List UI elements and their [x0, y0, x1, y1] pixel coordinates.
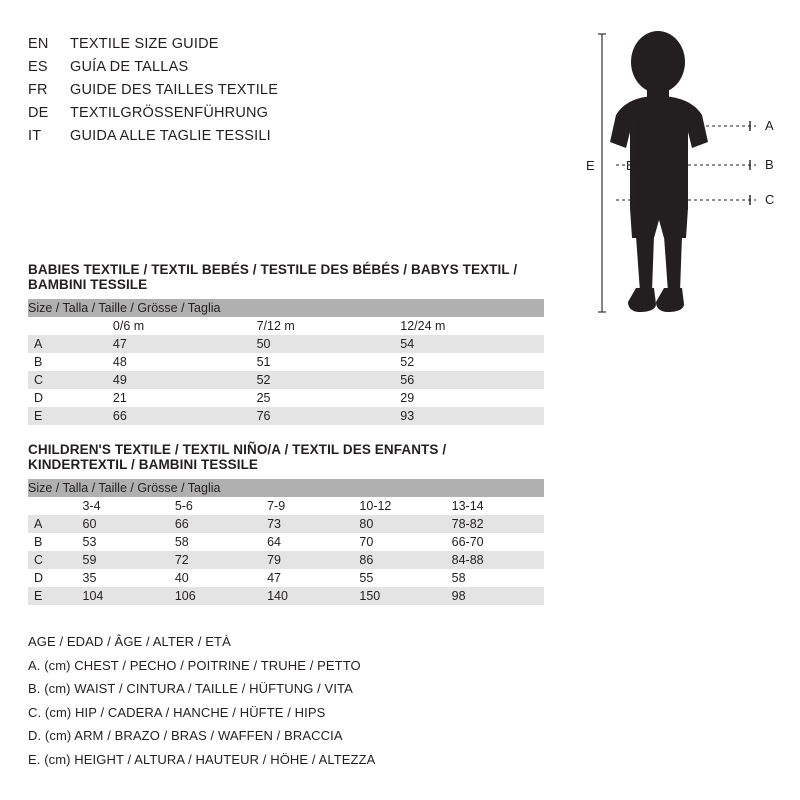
language-code: DE — [28, 105, 49, 121]
table-row — [28, 587, 544, 605]
cell-value: 47 — [113, 335, 257, 353]
legend-item: E. (cm) HEIGHT / ALTURA / HAUTEUR / HÖHE / ALTEZZA — [28, 751, 376, 767]
table-row — [28, 389, 544, 407]
cell-value: 58 — [452, 569, 544, 587]
table-row — [28, 335, 544, 353]
cell-value: 72 — [175, 551, 267, 569]
language-title: TEXTILGRÖSSENFÜHRUNG — [70, 105, 269, 121]
language-code: ES — [28, 59, 48, 75]
cell-value: 47 — [267, 569, 359, 587]
language-row — [28, 82, 458, 105]
cell-value: 104 — [83, 587, 175, 605]
measurement-legend — [28, 630, 548, 771]
cell-value: 58 — [175, 533, 267, 551]
cell-value: 93 — [400, 407, 544, 425]
table-column-row — [28, 317, 544, 335]
table-header-row — [28, 299, 544, 317]
column-header: 3-4 — [83, 497, 175, 515]
figure-label-c: C — [765, 192, 775, 207]
cell-value: 59 — [83, 551, 175, 569]
legend-item: AGE / EDAD / ÂGE / ALTER / ETÀ — [28, 634, 231, 649]
table-row — [28, 407, 544, 425]
table-row — [28, 569, 544, 587]
cell-value: 52 — [257, 371, 401, 389]
row-label: A — [28, 335, 113, 353]
table-row — [28, 371, 544, 389]
cell-value: 73 — [267, 515, 359, 533]
language-row — [28, 105, 458, 128]
table-row — [28, 551, 544, 569]
legend-item: A. (cm) CHEST / PECHO / POITRINE / TRUHE / PETTO — [28, 657, 361, 673]
language-code: IT — [28, 128, 42, 144]
cell-value: 66 — [113, 407, 257, 425]
cell-value: 53 — [83, 533, 175, 551]
row-label: C — [28, 371, 113, 389]
cell-value: 48 — [113, 353, 257, 371]
children-size-table — [28, 479, 544, 605]
row-label: C — [28, 551, 83, 569]
row-label: B — [28, 533, 83, 551]
cell-value: 52 — [400, 353, 544, 371]
cell-value: 66 — [175, 515, 267, 533]
cell-value: 66-70 — [452, 533, 544, 551]
babies-size-table — [28, 299, 544, 425]
cell-value: 80 — [359, 515, 451, 533]
empty-corner-cell — [28, 497, 83, 515]
cell-value: 106 — [175, 587, 267, 605]
cell-value: 54 — [400, 335, 544, 353]
column-header: 12/24 m — [400, 317, 544, 335]
row-label: E — [28, 407, 113, 425]
cell-value: 40 — [175, 569, 267, 587]
child-silhouette-icon — [610, 31, 708, 312]
figure-label-a: A — [765, 118, 774, 133]
cell-value: 50 — [257, 335, 401, 353]
table-header-row — [28, 479, 544, 497]
cell-value: 84-88 — [452, 551, 544, 569]
legend-item: B. (cm) WAIST / CINTURA / TAILLE / HÜFTUNG / VITA — [28, 681, 353, 696]
column-header: 7-9 — [267, 497, 359, 515]
legend-item: D. (cm) ARM / BRAZO / BRAS / WAFFEN / BRACCIA — [28, 728, 343, 743]
cell-value: 25 — [257, 389, 401, 407]
cell-value: 79 — [267, 551, 359, 569]
table-row — [28, 515, 544, 533]
cell-value: 49 — [113, 371, 257, 389]
empty-corner-cell — [28, 317, 113, 335]
table-row — [28, 353, 544, 371]
language-row — [28, 59, 458, 82]
children-size-header: Size / Talla / Taille / Grösse / Taglia — [28, 479, 544, 497]
language-title: TEXTILE SIZE GUIDE — [70, 36, 219, 52]
babies-size-header: Size / Talla / Taille / Grösse / Taglia — [28, 299, 544, 317]
table-row — [28, 533, 544, 551]
column-header: 0/6 m — [113, 317, 257, 335]
cell-value: 55 — [359, 569, 451, 587]
row-label: B — [28, 353, 113, 371]
babies-table-block — [28, 262, 544, 425]
column-header: 7/12 m — [257, 317, 401, 335]
language-title: GUÍA DE TALLAS — [70, 59, 189, 75]
figure-label-b: B — [765, 157, 774, 172]
cell-value: 51 — [257, 353, 401, 371]
cell-value: 29 — [400, 389, 544, 407]
language-code: EN — [28, 36, 49, 52]
cell-value: 76 — [257, 407, 401, 425]
column-header: 5-6 — [175, 497, 267, 515]
row-label: D — [28, 389, 113, 407]
children-table-title: CHILDREN'S TEXTILE / TEXTIL NIÑO/A / TEXTIL DES ENFANTS / KINDERTEXTIL / BAMBINI TESSILE — [28, 442, 447, 472]
figure-label-d: D — [626, 158, 636, 173]
children-table-block — [28, 442, 544, 605]
cell-value: 78-82 — [452, 515, 544, 533]
cell-value: 60 — [83, 515, 175, 533]
language-title: GUIDA ALLE TAGLIE TESSILI — [70, 128, 271, 144]
babies-table-title: BABIES TEXTILE / TEXTIL BEBÉS / TESTILE DES BÉBÉS / BABYS TEXTIL / BAMBINI TESSILE — [28, 262, 518, 292]
column-header: 13-14 — [452, 497, 544, 515]
cell-value: 150 — [359, 587, 451, 605]
cell-value: 70 — [359, 533, 451, 551]
language-code: FR — [28, 82, 48, 98]
cell-value: 86 — [359, 551, 451, 569]
measurement-figure — [560, 20, 785, 330]
language-title-list — [28, 36, 458, 151]
figure-label-e: E — [586, 158, 595, 173]
cell-value: 56 — [400, 371, 544, 389]
cell-value: 21 — [113, 389, 257, 407]
language-row — [28, 36, 458, 59]
row-label: D — [28, 569, 83, 587]
table-column-row — [28, 497, 544, 515]
cell-value: 140 — [267, 587, 359, 605]
legend-item: C. (cm) HIP / CADERA / HANCHE / HÜFTE / HIPS — [28, 704, 326, 720]
row-label: A — [28, 515, 83, 533]
cell-value: 98 — [452, 587, 544, 605]
language-title: GUIDE DES TAILLES TEXTILE — [70, 82, 279, 98]
row-label: E — [28, 587, 83, 605]
language-row — [28, 128, 458, 151]
cell-value: 35 — [83, 569, 175, 587]
column-header: 10-12 — [359, 497, 451, 515]
cell-value: 64 — [267, 533, 359, 551]
